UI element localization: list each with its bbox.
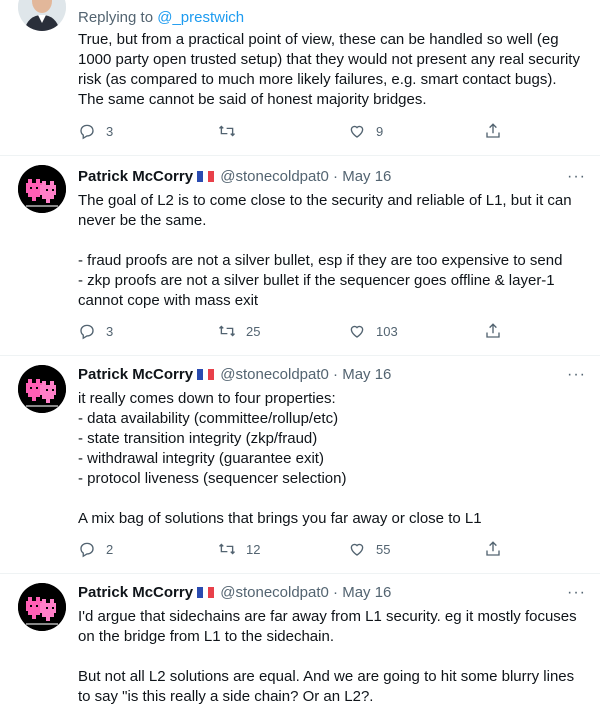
reply-handle-link[interactable]: @_prestwich — [157, 9, 245, 26]
replying-to — [78, 8, 586, 28]
like-button[interactable] — [348, 540, 390, 558]
retweet-count: 25 — [246, 323, 261, 339]
pixel-cat-logo-icon — [18, 365, 66, 413]
reply-icon — [78, 322, 96, 340]
reply-button[interactable] — [78, 540, 113, 558]
like-count: 9 — [376, 123, 384, 139]
user-avatar[interactable] — [18, 365, 66, 413]
retweet-button[interactable] — [218, 540, 260, 558]
author-handle[interactable]: @stonecoldpat0 — [220, 168, 329, 185]
like-button[interactable] — [348, 122, 383, 140]
share-button[interactable] — [484, 322, 502, 345]
tweet-3[interactable] — [0, 355, 600, 574]
tweet-2[interactable] — [0, 155, 600, 356]
pixel-cat-logo-icon — [18, 165, 66, 213]
pixel-cat-logo-icon — [18, 583, 66, 631]
retweet-icon — [218, 322, 236, 340]
user-avatar[interactable] — [18, 0, 66, 31]
author-name[interactable]: Patrick McCorry — [78, 366, 194, 383]
user-avatar[interactable] — [18, 165, 66, 213]
tweet-date[interactable]: · May 16 — [333, 366, 392, 383]
author-handle[interactable]: @stonecoldpat0 — [220, 584, 329, 601]
retweet-button[interactable] — [218, 322, 260, 340]
heart-icon — [348, 122, 366, 140]
author-name[interactable]: Patrick McCorry — [78, 584, 194, 601]
more-options-icon[interactable]: ··· — [567, 168, 586, 185]
author-name[interactable]: Patrick McCorry — [78, 168, 194, 185]
replying-to-label: Replying to — [78, 9, 154, 26]
like-count: 55 — [376, 541, 391, 557]
like-count: 103 — [376, 323, 398, 339]
retweet-button[interactable] — [218, 122, 246, 140]
like-button[interactable] — [348, 322, 398, 340]
retweet-icon — [218, 540, 236, 558]
france-flag-icon — [197, 369, 214, 380]
reply-button[interactable] — [78, 122, 113, 140]
retweet-icon — [218, 122, 236, 140]
author-handle[interactable]: @stonecoldpat0 — [220, 366, 329, 383]
share-button[interactable] — [484, 122, 502, 145]
tweet-text: True, but from a practical point of view, these can be handled so well (eg 1000 party open trusted setup) that they would not present any real security risk (as compared to much more likely failures, e.g. smart contact bugs). The same cannot be said of honest majority bridges. — [78, 31, 580, 108]
retweet-count: 12 — [246, 541, 261, 557]
user-avatar[interactable] — [18, 583, 66, 631]
tweet-4[interactable] — [0, 573, 600, 723]
tweet-text: I'd argue that sidechains are far away from L1 security. eg it mostly focuses on the bridge from L1 to the sidechain. But not all L2 solutions are equal. And we are going to hit some blurry lines to say "is this really a side chain? Or an L2?. — [78, 608, 577, 705]
tweet-1[interactable] — [0, 0, 600, 156]
share-button[interactable] — [484, 540, 502, 563]
share-icon — [484, 122, 502, 140]
france-flag-icon — [197, 171, 214, 182]
tweet-text: it really comes down to four properties: - data availability (committee/rollup/etc) - state transition integrity (zkp/fraud) - withdrawal integrity (guarantee exit) - protocol liveness (sequencer selection) A mix bag of solutions that brings you far away or close to L1 — [78, 390, 482, 527]
reply-count: 2 — [106, 541, 114, 557]
tweet-date[interactable]: · May 16 — [333, 168, 392, 185]
france-flag-icon — [197, 587, 214, 598]
reply-icon — [78, 540, 96, 558]
heart-icon — [348, 540, 366, 558]
reply-button[interactable] — [78, 322, 113, 340]
reply-count: 3 — [106, 123, 114, 139]
share-icon — [484, 540, 502, 558]
tweet-text: The goal of L2 is to come close to the security and reliable of L1, but it can never be the same. - fraud proofs are not a silver bullet, esp if they are too expensive to send - zkp proofs are not a silver bullet if the sequencer goes offline & layer-1 cannot cope with mass exit — [78, 192, 572, 309]
tweet-date[interactable]: · May 16 — [333, 584, 392, 601]
more-options-icon[interactable]: ··· — [567, 366, 586, 383]
more-options-icon[interactable]: ··· — [567, 584, 586, 601]
reply-count: 3 — [106, 323, 114, 339]
heart-icon — [348, 322, 366, 340]
share-icon — [484, 322, 502, 340]
person-photo-icon — [18, 0, 66, 31]
reply-icon — [78, 122, 96, 140]
